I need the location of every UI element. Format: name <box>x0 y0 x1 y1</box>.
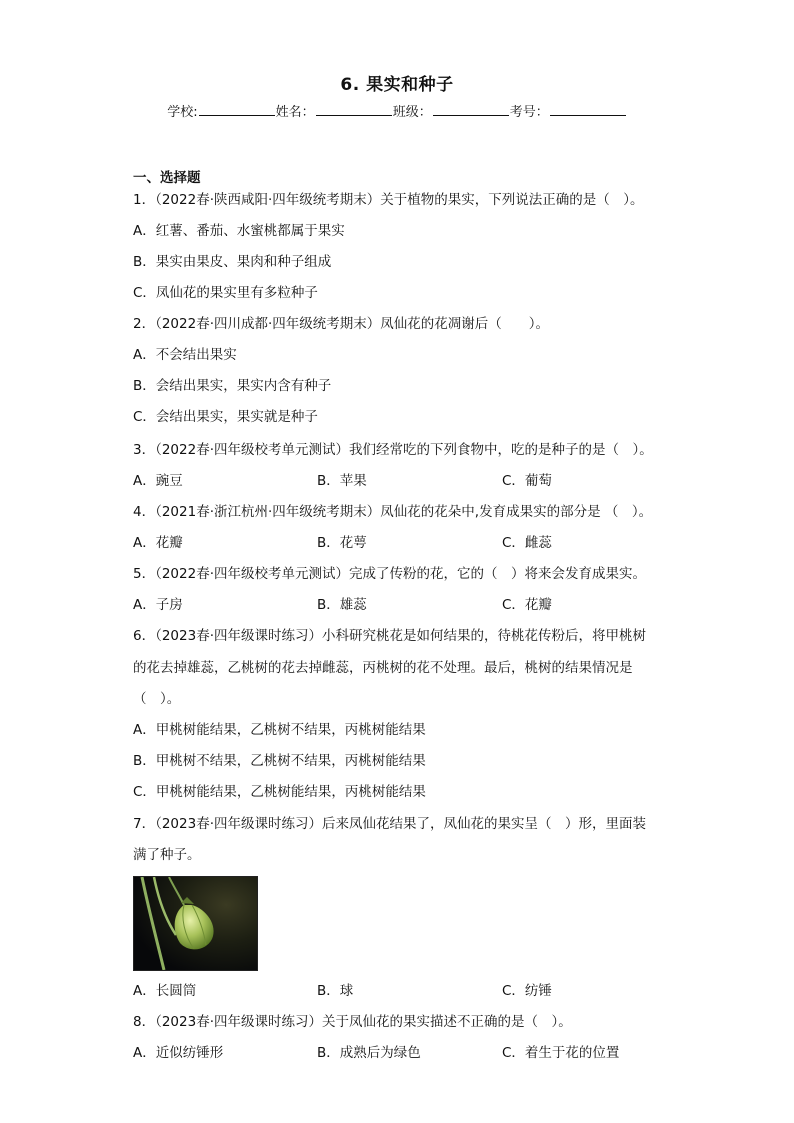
question-2-option-c[interactable]: C．会结出果实，果实就是种子 <box>133 409 318 425</box>
question-2-option-b[interactable]: B．会结出果实，果实内含有种子 <box>133 378 332 394</box>
question-6-option-b[interactable]: B．甲桃树不结果，乙桃树不结果，丙桃树能结果 <box>133 753 426 769</box>
question-7-stem-line-1: 7．（2023春·四年级课时练习）后来凤仙花结果了，凤仙花的果实呈（ ）形，里面装 <box>133 816 646 832</box>
question-5-option-a[interactable]: A．子房 <box>133 597 183 613</box>
question-1-stem: 1．（2022春·陕西咸阳·四年级统考期末）关于植物的果实，下列说法正确的是（ ）。 <box>133 192 644 208</box>
question-8-option-a[interactable]: A．近似纺锤形 <box>133 1045 224 1061</box>
question-3-option-b[interactable]: B．苹果 <box>317 473 367 489</box>
question-1-option-a[interactable]: A．红薯、番茄、水蜜桃都属于果实 <box>133 223 345 239</box>
name-blank[interactable] <box>316 103 392 116</box>
question-4-option-b[interactable]: B．花萼 <box>317 535 367 551</box>
question-4-option-a[interactable]: A．花瓣 <box>133 535 183 551</box>
number-label: 考号： <box>509 105 549 120</box>
class-blank[interactable] <box>433 103 509 116</box>
question-7-option-b[interactable]: B．球 <box>317 983 354 999</box>
class-label: 班级： <box>392 105 432 120</box>
question-6-stem-line-3: （ ）。 <box>133 691 181 707</box>
question-6-stem-line-1: 6．（2023春·四年级课时练习）小科研究桃花是如何结果的，待桃花传粉后，将甲桃树 <box>133 628 646 644</box>
question-4-stem: 4．（2021春·浙江杭州·四年级统考期末）凤仙花的花朵中,发育成果实的部分是 （ ）。 <box>133 504 653 520</box>
number-blank[interactable] <box>550 103 626 116</box>
question-7-option-c[interactable]: C．纺锤 <box>502 983 552 999</box>
question-4-option-c[interactable]: C．雌蕊 <box>502 535 552 551</box>
question-5-stem: 5．（2022春·四年级校考单元测试）完成了传粉的花，它的（ ）将来会发育成果实。 <box>133 566 646 582</box>
question-8-option-b[interactable]: B．成熟后为绿色 <box>317 1045 421 1061</box>
student-info-line <box>0 101 794 120</box>
question-1-option-b[interactable]: B．果实由果皮、果肉和种子组成 <box>133 254 332 270</box>
impatiens-fruit-photo <box>133 876 258 971</box>
question-5-option-b[interactable]: B．雄蕊 <box>317 597 367 613</box>
question-6-stem-line-2: 的花去掉雄蕊，乙桃树的花去掉雌蕊，丙桃树的花不处理。最后，桃树的结果情况是 <box>133 660 633 676</box>
section-title: 一、选择题 <box>133 170 201 186</box>
question-7-stem-line-2: 满了种子。 <box>133 847 201 863</box>
page-title: 6. 果实和种子 <box>340 75 454 95</box>
question-6-option-c[interactable]: C．甲桃树能结果，乙桃树能结果，丙桃树能结果 <box>133 784 426 800</box>
question-6-option-a[interactable]: A．甲桃树能结果，乙桃树不结果，丙桃树能结果 <box>133 722 426 738</box>
question-3-stem: 3．（2022春·四年级校考单元测试）我们经常吃的下列食物中，吃的是种子的是（ ）。 <box>133 442 653 458</box>
question-3-option-c[interactable]: C．葡萄 <box>502 473 552 489</box>
question-8-stem: 8．（2023春·四年级课时练习）关于凤仙花的果实描述不正确的是（ ）。 <box>133 1014 572 1030</box>
name-label: 姓名： <box>275 105 315 120</box>
question-7-option-a[interactable]: A．长圆筒 <box>133 983 197 999</box>
school-blank[interactable] <box>199 103 275 116</box>
fruit-photo-illustration <box>134 877 257 970</box>
question-1-option-c[interactable]: C．凤仙花的果实里有多粒种子 <box>133 285 318 301</box>
question-8-option-c[interactable]: C．着生于花的位置 <box>502 1045 620 1061</box>
question-3-option-a[interactable]: A．豌豆 <box>133 473 183 489</box>
question-5-option-c[interactable]: C．花瓣 <box>502 597 552 613</box>
school-label: 学校: <box>167 105 198 120</box>
question-2-option-a[interactable]: A．不会结出果实 <box>133 347 237 363</box>
question-2-stem: 2．（2022春·四川成都·四年级统考期末）凤仙花的花凋谢后（ ）。 <box>133 316 550 332</box>
